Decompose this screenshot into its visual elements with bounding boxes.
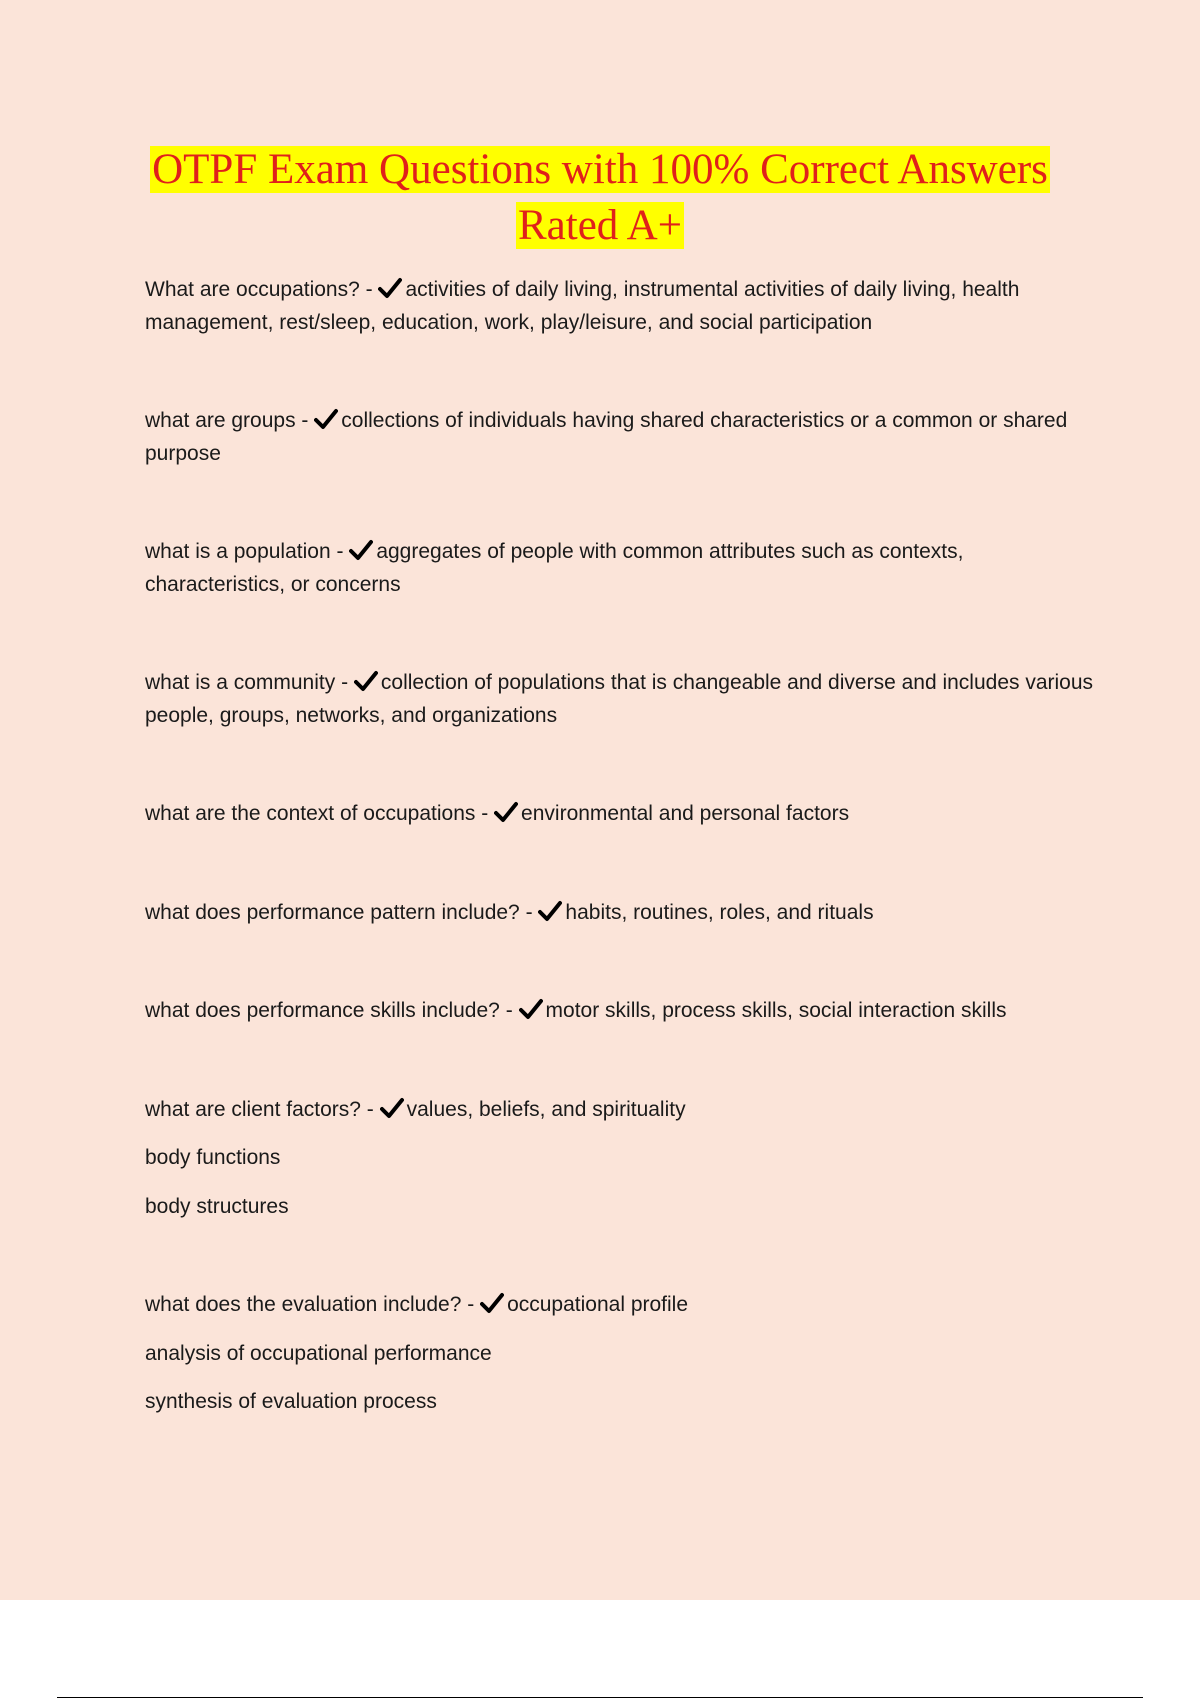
question-separator: - bbox=[335, 671, 354, 694]
answer-text: environmental and personal factors bbox=[521, 802, 850, 825]
check-mark-icon bbox=[378, 277, 402, 299]
question-separator: - bbox=[461, 1293, 481, 1316]
qa-line bbox=[145, 1094, 1095, 1127]
check-mark-icon bbox=[354, 670, 378, 692]
qa-item bbox=[145, 667, 1095, 732]
title-line-2: Rated A+ bbox=[518, 202, 682, 249]
question-text: what does performance pattern include? bbox=[145, 900, 520, 924]
qa-line bbox=[145, 667, 1095, 732]
check-mark-icon bbox=[314, 408, 338, 430]
answer-text: habits, routines, roles, and rituals bbox=[565, 900, 874, 924]
question-separator: - bbox=[359, 278, 379, 301]
answer-text: motor skills, process skills, social interaction skills bbox=[545, 999, 1007, 1022]
qa-line bbox=[145, 995, 1095, 1028]
qa-item bbox=[145, 798, 1095, 831]
document-title bbox=[100, 142, 1100, 254]
qa-line bbox=[145, 1289, 1095, 1322]
question-separator: - bbox=[475, 802, 495, 825]
question-separator: - bbox=[499, 999, 519, 1022]
question-separator: - bbox=[360, 1097, 380, 1121]
question-separator: - bbox=[330, 540, 350, 563]
qa-item bbox=[145, 1289, 1095, 1419]
question-separator: - bbox=[295, 409, 315, 432]
check-mark-icon bbox=[380, 1097, 404, 1119]
qa-list bbox=[145, 274, 1095, 1419]
answer-extra-line: synthesis of evaluation process bbox=[145, 1390, 437, 1413]
qa-item bbox=[145, 405, 1095, 470]
check-mark-icon bbox=[349, 539, 373, 561]
qa-line bbox=[145, 897, 1095, 930]
question-text: what are client factors? bbox=[145, 1097, 361, 1121]
question-separator: - bbox=[519, 900, 539, 924]
check-mark-icon bbox=[519, 998, 543, 1020]
qa-line bbox=[145, 274, 1095, 339]
answer-text: occupational profile bbox=[507, 1293, 689, 1316]
qa-item bbox=[145, 274, 1095, 339]
footer-divider bbox=[57, 1697, 1143, 1698]
question-text: what does performance skills include? bbox=[145, 999, 500, 1022]
question-text: what are groups bbox=[145, 409, 296, 432]
question-text: what is a community bbox=[145, 671, 336, 694]
qa-item bbox=[145, 995, 1095, 1028]
qa-item bbox=[145, 1094, 1095, 1224]
question-text: what are the context of occupations bbox=[145, 802, 476, 825]
answer-text: activities of daily living, instrumental activities of daily living, health management, rest/sleep, education, work, play/leisure, and social participation bbox=[145, 278, 1020, 334]
answer-text: values, beliefs, and spirituality bbox=[406, 1097, 686, 1121]
qa-line bbox=[145, 405, 1095, 470]
qa-item bbox=[145, 897, 1095, 930]
question-text: what does the evaluation include? bbox=[145, 1293, 462, 1316]
answer-text: aggregates of people with common attributes such as contexts, characteristics, or concerns bbox=[145, 540, 964, 596]
answer-text: collection of populations that is changeable and diverse and includes various people, groups, networks, and organizations bbox=[145, 671, 1094, 727]
qa-line bbox=[145, 536, 1095, 601]
title-line-1: OTPF Exam Questions with 100% Correct Answers bbox=[152, 146, 1048, 193]
check-mark-icon bbox=[480, 1292, 504, 1314]
qa-item bbox=[145, 536, 1095, 601]
answer-extra-line: body structures bbox=[145, 1194, 289, 1218]
answer-extra-line: body functions bbox=[145, 1146, 281, 1169]
question-text: What are occupations? bbox=[145, 278, 360, 301]
check-mark-icon bbox=[494, 801, 518, 823]
qa-line bbox=[145, 798, 1095, 831]
answer-text: collections of individuals having shared characteristics or a common or shared purpose bbox=[145, 409, 1068, 465]
answer-extra-line: analysis of occupational performance bbox=[145, 1341, 492, 1365]
question-text: what is a population bbox=[145, 540, 331, 563]
check-mark-icon bbox=[538, 900, 562, 922]
